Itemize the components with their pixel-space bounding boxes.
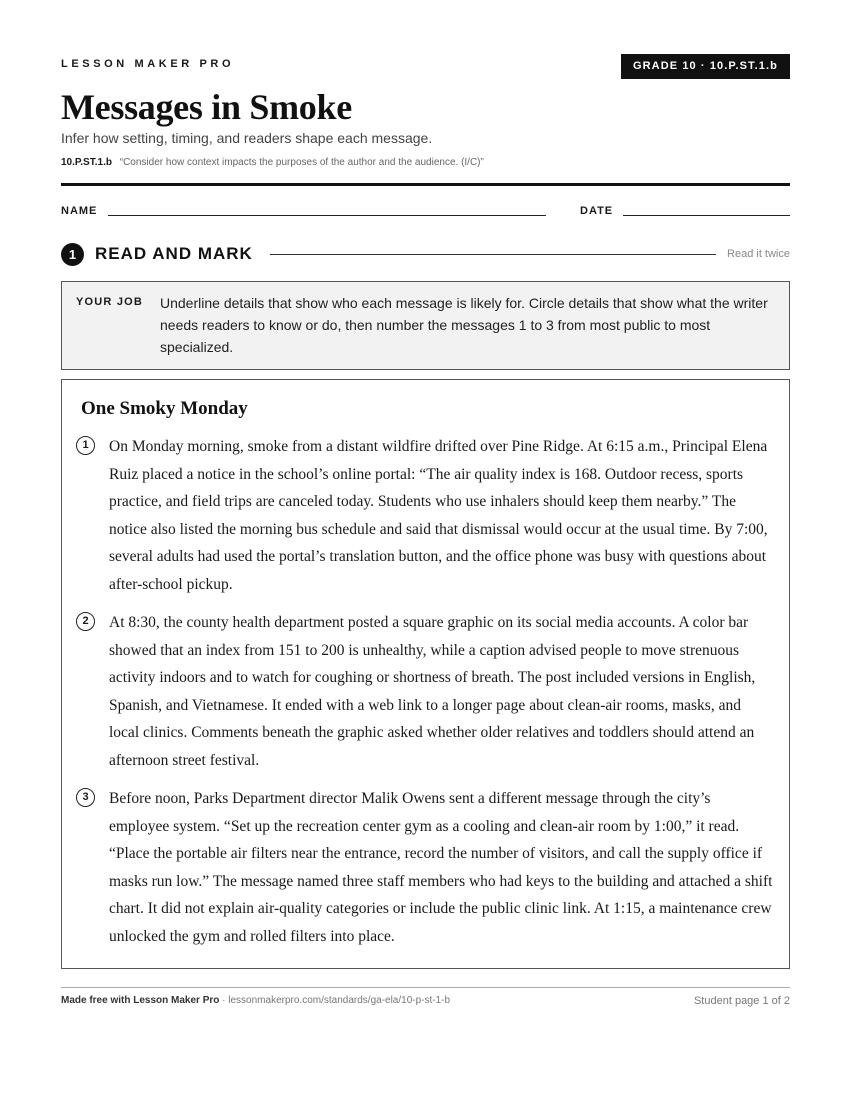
footer-url[interactable]: · lessonmakerpro.com/standards/ga-ela/10-p-st-1-b <box>219 995 451 1006</box>
standard-code: 10.P.ST.1.b <box>61 157 112 168</box>
passage-title: One Smoky Monday <box>81 398 248 419</box>
header-divider <box>61 183 790 186</box>
instructions-text: Underline details that show who each message is likely for. Circle details that show what the writer needs readers to know or do, then number the messages 1 to 3 from most public to most specialized. <box>160 295 768 355</box>
section-title: READ AND MARK <box>95 244 253 263</box>
paragraph-2: At 8:30, the county health department posted a square graphic on its social media accounts. A color bar showed that an index from 151 to 200 is unhealthy, while a caption advised people to move strenuous activity indoors and to watch for coughing or shortness of breath. The post included versions in English, Spanish, and Vietnamese. It ended with a web link to a longer page about clean-air rooms, masks, and local clinics. Comments beneath the graphic asked whether older relatives and toddlers should attend an afternoon street festival. <box>109 614 756 769</box>
date-label: DATE <box>580 205 614 217</box>
footer-made-with: Made free with Lesson Maker Pro <box>61 995 220 1006</box>
section-hint: Read it twice <box>727 248 790 260</box>
paragraph-1: On Monday morning, smoke from a distant wildfire drifted over Pine Ridge. At 6:15 a.m., Principal Elena Ruiz placed a notice in the school’s online portal: “The air quality index is 168. Outdoor recess, sports practice, and field trips are canceled today. Students who use inhalers should keep them nearby.” The notice also listed the morning bus schedule and said that dismissal would occur at the usual time. By 7:00, several adults had used the portal’s translation button, and the office phone was busy with questions about after-school pickup. <box>109 438 768 593</box>
paragraph-3: Before noon, Parks Department director Malik Owens sent a different message through the city’s employee system. “Set up the recreation center gym as a cooling and clean-air room by 1:00,” it read. “Place the portable air filters near the entrance, record the number of visitors, and call the supply office if masks run low.” The message named three staff members who had keys to the building and attached a shift chart. It did not explain air-quality categories or include the public clinic link. At 1:15, a maintenance crew unlocked the gym and rolled filters into place. <box>109 790 773 945</box>
standard-line <box>61 157 484 168</box>
paragraph-number-3: 3 <box>76 788 95 807</box>
brand-name: LESSON MAKER PRO <box>61 58 235 70</box>
passage-box <box>61 379 790 969</box>
section-divider <box>270 254 716 255</box>
name-label: NAME <box>61 205 98 217</box>
section-number-badge: 1 <box>61 243 84 266</box>
paragraph-number-1: 1 <box>76 436 95 455</box>
name-field-line[interactable] <box>108 215 546 216</box>
footer-credit <box>61 995 450 1006</box>
paragraph-number-2: 2 <box>76 612 95 631</box>
standard-text: “Consider how context impacts the purposes of the author and the audience. (I/C)” <box>119 157 484 168</box>
page-subtitle: Infer how setting, timing, and readers shape each message. <box>61 130 433 146</box>
date-field-line[interactable] <box>623 215 790 216</box>
footer-page-number: Student page 1 of 2 <box>693 995 790 1007</box>
instructions-box <box>61 281 790 370</box>
footer-divider <box>61 987 790 988</box>
grade-badge: GRADE 10 · 10.P.ST.1.b <box>621 54 790 79</box>
instructions-label: YOUR JOB <box>76 296 144 308</box>
page-title: Messages in Smoke <box>61 87 352 127</box>
